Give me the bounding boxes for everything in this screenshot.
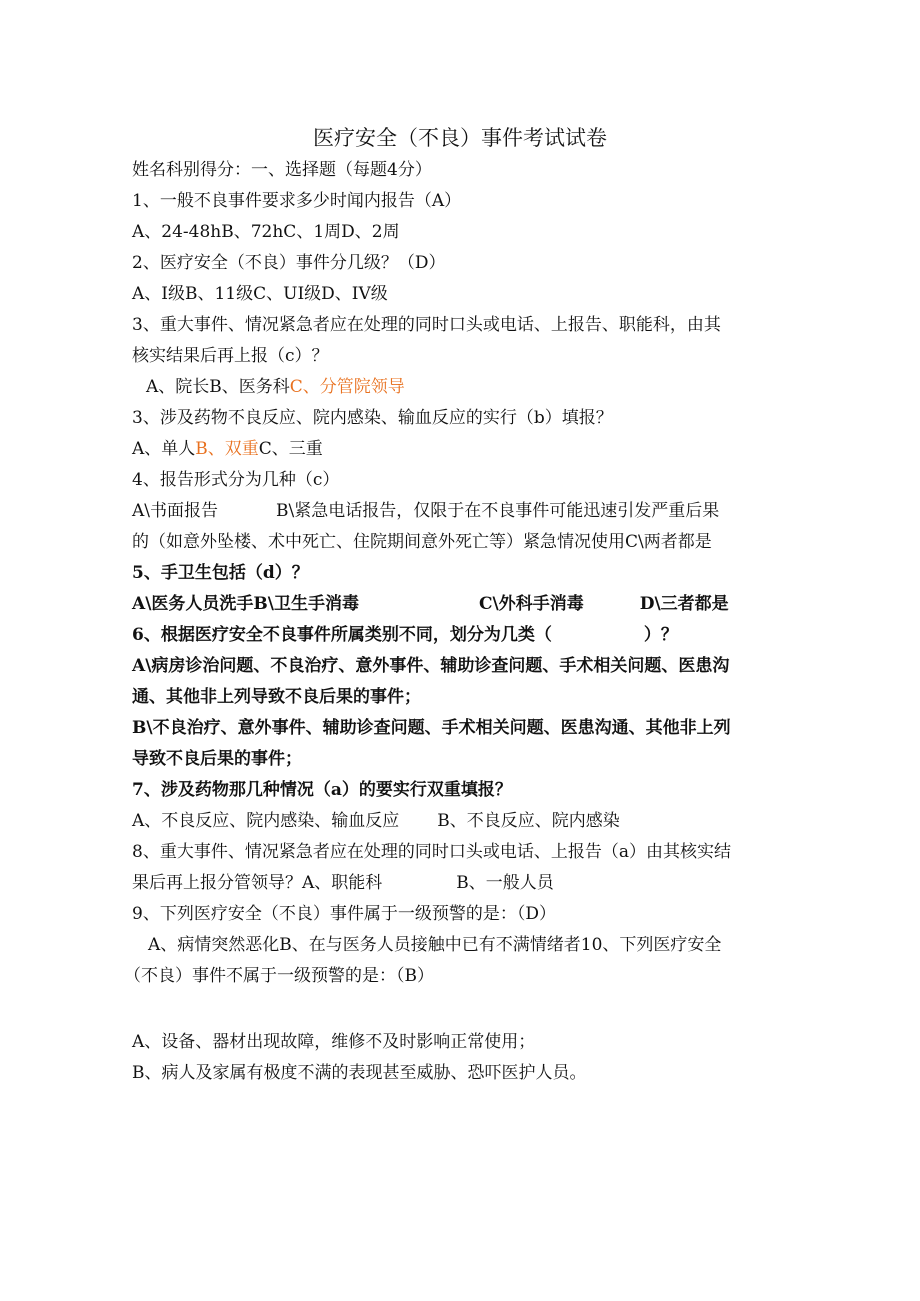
question-3-line-2: 核实结果后再上报（c）？ [132, 346, 329, 366]
question-3b-option-b-highlighted: B、双重 [195, 439, 259, 459]
question-8-option-b: B、一般人员 [456, 873, 554, 893]
question-6-end: ）？ [643, 625, 678, 645]
question-3b: 3、涉及药物不良反应、院内感染、输血反应的实行（b）填报？ [132, 408, 613, 428]
question-6-option-a-line-2: 通、其他非上列导致不良后果的事件； [132, 687, 421, 707]
question-7-options [132, 808, 620, 834]
question-6-option-b-line-1: B\不良治疗、意外事件、辅助诊查问题、手术相关问题、医患沟通、其他非上列 [132, 718, 731, 738]
question-7: 7、涉及药物那几种情况（a）的要实行双重填报？ [132, 780, 512, 800]
question-3-option-ab: A、院长B、医务科 [146, 377, 290, 397]
question-5: 5、手卫生包括（d）？ [132, 563, 309, 583]
question-1-options: A、24-48hB、72hC、1周D、2周 [132, 222, 400, 242]
question-4-options-line-1 [132, 498, 719, 524]
question-5-option-ab: A\医务人员洗手B\卫生手消毒 [132, 594, 359, 614]
question-1: 1、一般不良事件要求多少时闻内报告（A） [132, 191, 462, 211]
question-3-line-1: 3、重大事件、情况紧急者应在处理的同时口头或电话、上报告、职能科，由其 [132, 315, 721, 335]
question-8-option-a: 果后再上报分管领导？A、职能科 [132, 873, 383, 893]
question-10-line-2: （不良）事件不属于一级预警的是：（B） [124, 966, 434, 986]
question-9-options-and-question-10: A、病情突然恶化B、在与医务人员接触中已有不满情绪者10、下列医疗安全 [148, 935, 722, 955]
question-9: 9、下列医疗安全（不良）事件属于一级预警的是：（D） [132, 904, 556, 924]
question-8-line-2 [132, 870, 554, 896]
question-3-options [146, 374, 405, 400]
question-4-option-a: A\书面报告 [132, 501, 219, 521]
question-2-options: A、I级B、11级C、UI级D、IV级 [132, 284, 388, 304]
question-2: 2、医疗安全（不良）事件分几级？（D） [132, 253, 446, 273]
question-3b-options [132, 436, 323, 462]
question-5-options [132, 591, 729, 617]
question-6-option-b-line-2: 导致不良后果的事件； [132, 749, 302, 769]
question-10-option-a: A、设备、器材出现故障，维修不及时影响正常使用； [132, 1032, 536, 1052]
question-3-option-c-highlighted: C、分管院领导 [289, 377, 405, 397]
question-4-options-line-2: 的（如意外坠楼、术中死亡、住院期间意外死亡等）紧急情况使用C\两者都是 [132, 532, 712, 552]
exam-header: 姓名科别得分：一、选择题（每题4分） [132, 160, 432, 180]
question-8-line-1: 8、重大事件、情况紧急者应在处理的同时口头或电话、上报告（a）由其核实结 [132, 842, 731, 862]
question-6 [132, 622, 678, 648]
question-4-option-b: B\紧急电话报告，仅限于在不良事件可能迅速引发严重后果 [276, 501, 720, 521]
question-6-text: 6、根据医疗安全不良事件所属类别不同，划分为几类（ [132, 625, 552, 645]
question-3b-option-a: A、单人 [132, 439, 196, 459]
question-3b-option-c: C、三重 [258, 439, 323, 459]
question-6-option-a-line-1: A\病房诊治问题、不良治疗、意外事件、辅助诊查问题、手术相关问题、医患沟 [132, 656, 730, 676]
question-5-option-c: C\外科手消毒 [478, 594, 584, 614]
question-7-option-b: B、不良反应、院内感染 [437, 811, 620, 831]
document-title: 医疗安全（不良）事件考试试卷 [313, 126, 607, 150]
question-5-option-d: D\三者都是 [639, 594, 729, 614]
question-7-option-a: A、不良反应、院内感染、输血反应 [132, 811, 400, 831]
question-4: 4、报告形式分为几种（c） [132, 470, 340, 490]
question-10-option-b: B、病人及家属有极度不满的表现甚至威胁、恐吓医护人员。 [132, 1063, 587, 1083]
